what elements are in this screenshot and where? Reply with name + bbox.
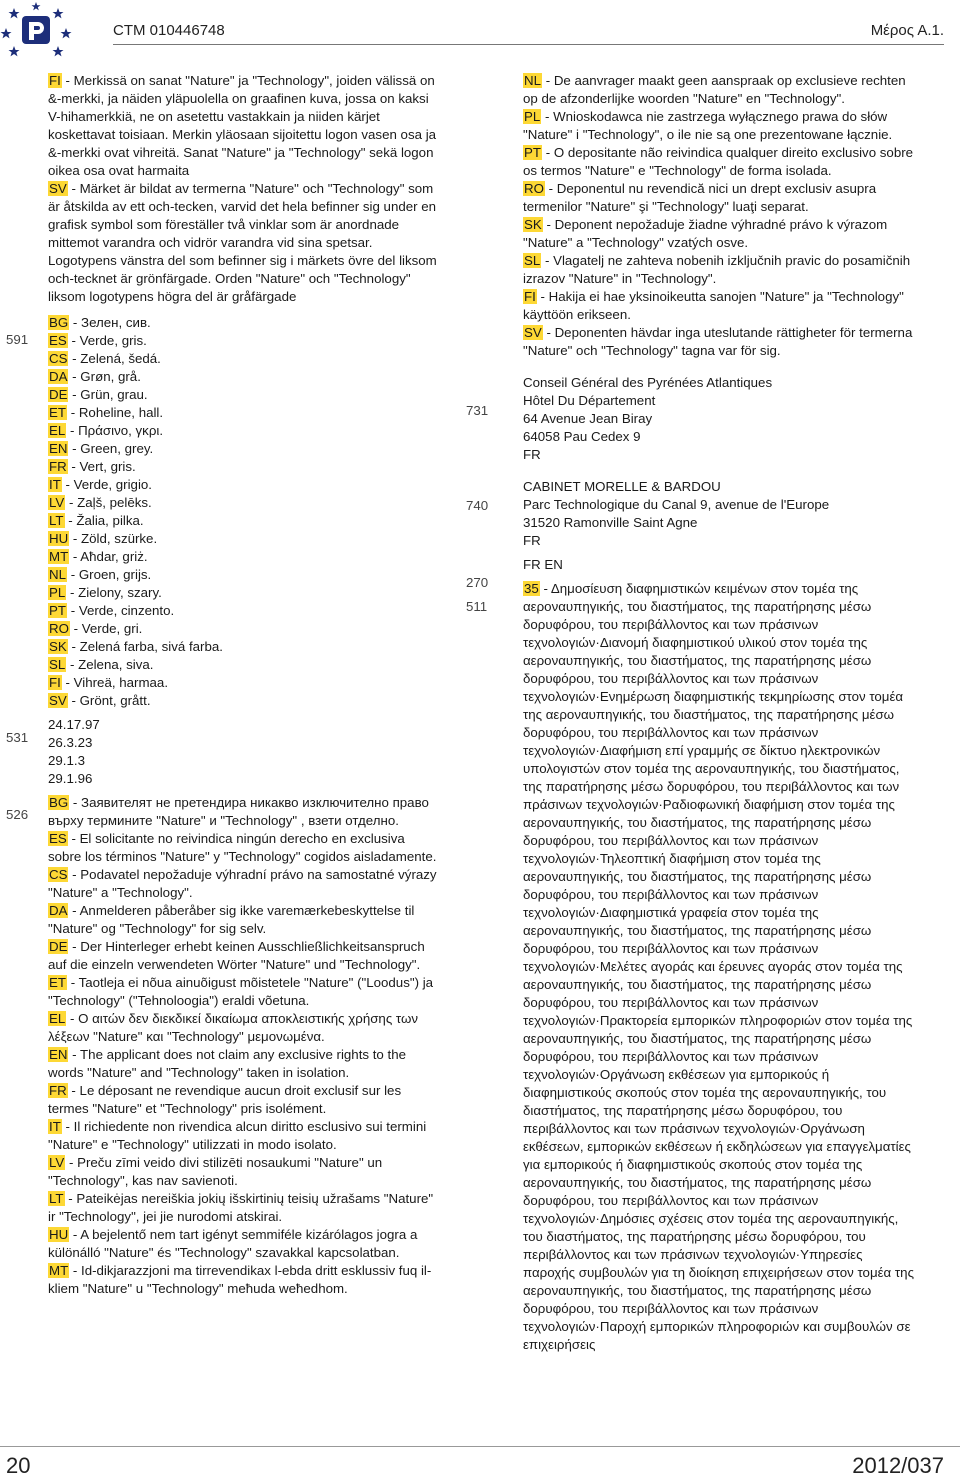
lang-entry [48,656,440,674]
entry-text: - Zaļš, pelēks. [65,495,152,510]
vienna-code: 26.3.23 [48,735,93,750]
language-code: LV [49,495,65,510]
language-code: EN [49,1047,68,1062]
entry-text: - Grönt, grått. [67,693,151,708]
lang-entry [48,512,440,530]
lang-entry [48,1010,440,1046]
entry-text: - Зелен, сив. [69,315,151,330]
lang-entry [48,902,440,938]
language-code: SV [49,693,67,708]
lang-entry [523,108,915,144]
entry-text: - Zielony, szary. [66,585,162,600]
footer-divider [0,1446,960,1447]
lang-entry [48,674,440,692]
language-code: EN [49,441,68,456]
lang-entry [48,1118,440,1154]
eu-trademark-logo-icon [0,0,72,60]
lang-entry [48,584,440,602]
vienna-code: 24.17.97 [48,717,100,732]
lang-entry [48,350,440,368]
lang-entry [523,144,915,180]
language-code: PT [49,603,66,618]
left-column [48,72,440,1298]
applicant-line: 64058 Pau Cedex 9 [523,429,641,444]
language-code: HU [49,1227,69,1242]
document-id: CTM 010446748 [113,22,225,39]
language-code: LV [49,1155,65,1170]
entry-text: - Zelena, siva. [66,657,154,672]
lang-entry [523,216,915,252]
lang-entry [523,72,915,108]
language-code: BG [49,315,69,330]
language-code: EL [49,1011,66,1026]
entry-text: - Märket är bildat av termerna "Nature" och "Technology" som är åtskilda av ett och-tecken, varvid det hela befinner sig under en grafisk symbol som föreställer två vinklar som är anordnade mittemot varandra och vidrör varandra vid sina spetsar. Logotypens vänstra del som befinner sig i märkets övre del liksom och-tecknet är grönfärgade. Orden "Nature" och "Technology" liksom logotypens högra del är gråfärgade [48,181,437,304]
language-code: LT [49,513,64,528]
applicant-line: 64 Avenue Jean Biray [523,411,653,426]
lang-entry [48,458,440,476]
lang-entry [48,422,440,440]
page-header [0,0,960,60]
lang-entry [523,324,915,360]
lang-entry [48,1226,440,1262]
lang-entry [48,180,440,306]
entry-text: - Hakija ei hae yksinoikeutta sanojen "Nature" ja "Technology" käyttöön erikseen. [523,289,904,322]
language-code: PL [49,585,66,600]
lang-entry [523,252,915,288]
entry-text: - Id-dikjarazzjoni ma tirrevendikax l-ebda dritt esklussiv fuq il-kliem "Nature" u "Technology" meħuda weħedhom. [48,1263,432,1296]
lang-entry [48,1082,440,1118]
lang-entry [48,1154,440,1190]
language-code: FI [49,73,61,88]
lang-entry [48,1262,440,1298]
goods-services [523,580,915,1354]
entry-text: - Le déposant ne revendique aucun droit exclusif sur les termes "Nature" et "Technology" pris isolément. [48,1083,402,1116]
representative [523,478,915,550]
language-code: MT [49,549,69,564]
language-code: SV [524,325,542,340]
entry-text: - Grün, grau. [68,387,148,402]
lang-entry [48,794,440,830]
field-code-270: 270 [466,575,489,590]
entry-text: - Zelená farba, sivá farba. [67,639,223,654]
entry-text: - Aħdar, griż. [69,549,148,564]
lang-entry [48,638,440,656]
language-code: BG [49,795,69,810]
entry-text: - A bejelentő nem tart igényt semmiféle kizárólagos jogra a különálló "Nature" és "Technology" szavakkal kapcsolatban. [48,1227,418,1260]
vienna-classification [48,716,440,788]
lang-entry [48,440,440,458]
entry-text: - Preču zīmi veido divi stilizēti nosaukumi "Nature" un "Technology", kas nav savienoti. [48,1155,383,1188]
lang-entry [48,332,440,350]
language-code: ES [49,831,67,846]
lang-entry [48,1190,440,1226]
class-number: 35 [524,581,539,596]
entry-text: - De aanvrager maakt geen aanspraak op exclusieve rechten op de afzonderlijke woorden "Nature" en "Technology". [523,73,906,106]
representative-line: FR [523,533,541,548]
field-code-531: 531 [6,730,29,745]
language-code: NL [49,567,66,582]
language-code: ET [49,405,66,420]
lang-entry [48,938,440,974]
language-code: DA [49,903,68,918]
header-divider [113,44,944,45]
lang-entry [48,72,440,180]
entry-text: - Merkissä on sanat "Nature" ja "Technology", joiden välissä on &-merkki, ja näiden yläpuolella on graafinen kuva, jossa on kaksi V-hihamerkkiä, ne on asetettu vastakkain ja niiden kärjet koskettavat toisiaan. Merkin yläosaan sijoitettu logon vasen osa ja &-merkki ovat vihreitä. Sanat "Nature" ja "Technology" sekä logon oikea osa ovat harmaita [48,73,437,178]
entry-text: - El solicitante no reivindica ningún derecho en exclusiva sobre los términos "Nature" y "Technology" cogidos aisladamente. [48,831,437,864]
language-code: SL [524,253,541,268]
lang-entry [48,548,440,566]
language-code: FI [524,289,536,304]
field-code-740: 740 [466,498,489,513]
language-code: SK [49,639,67,654]
entry-text: - Taotleja ei nõua ainuõigust mõistetele "Nature" ("Loodus") ja "Technology" ("Tehnoloogia") eraldi võetuna. [48,975,434,1008]
section-label: Μέρος Α.1. [870,22,944,39]
entry-text: - Il richiedente non rivendica alcun diritto esclusivo sui termini "Nature" e "Technology" utilizzati in modo isolato. [48,1119,427,1152]
entry-text: - Verde, cinzento. [67,603,175,618]
entry-text: - Verde, grigio. [61,477,152,492]
representative-line: Parc Technologique du Canal 9, avenue de l'Europe [523,497,830,512]
language-code: FR [49,1083,67,1098]
lang-entry [48,386,440,404]
lang-entry [48,692,440,710]
language-code: DE [49,387,68,402]
language-code: CS [49,351,68,366]
applicant [523,374,915,464]
entry-text: - Vlagatelj ne zahteva nobenih izključnih pravic do posamičnih izrazov "Nature" in "Technology". [523,253,911,286]
lang-entry [48,620,440,638]
language-code: FR [49,459,67,474]
lang-entry [48,830,440,866]
language-code: FI [49,675,61,690]
entry-text: - Verde, gris. [67,333,147,348]
language-code: HU [49,531,69,546]
entry-text: - Anmelderen påberåber sig ikke varemærkebeskyttelse til "Nature" og "Technology" for sig selv. [48,903,415,936]
entry-text: - Deponentul nu revendică nici un drept exclusiv asupra termenilor "Nature" şi "Technology" luaţi separat. [523,181,877,214]
lang-entry [48,404,440,422]
class-description: - Δημοσίευση διαφημιστικών κειμένων στον τομέα της αεροναυπηγικής, του διαστήματος, της παρατήρησης μέσω δορυφόρου, του περιβάλλοντος και των πράσινων τεχνολογιών·Διανομή διαφημιστικού υλικού στον τομέα της αεροναυπηγικής, του διαστήματος, της παρατήρησης μέσω δορυφόρου, του περιβάλλοντος και των πράσινων τεχνολογιών·Ενημέρωση διαφημιστικής τεκμηρίωσης στον τομέα της αεροναυπηγικής, του διαστήματος, της παρατήρησης μέσω δορυφόρου, του περιβάλλοντος και των πράσινων τεχνολογιών·Διαφήμιση επί γραμμής σε δίκτυο ηλεκτρονικών υπολογιστών στον τομέα της αεροναυπηγικής, του διαστήματος, της παρατήρησης μέσω δορυφόρου, του περιβάλλοντος και των πράσινων τεχνολογιών·Ραδιοφωνική διαφήμιση στον τομέα της αεροναυπηγικής, του διαστήματος, της παρατήρησης μέσω δορυφόρου, του περιβάλλοντος και των πράσινων τεχνολογιών·Τηλεοπτική διαφήμιση στον τομέα της αεροναυπηγικής, του διαστήματος, της παρατήρησης μέσω δορυφόρου, του περιβάλλοντος και των πράσινων τεχνολογιών·Διαφημιστικά γραφεία στον τομέα της αεροναυπηγικής, του διαστήματος, της παρατήρησης μέσω δορυφόρου, του περιβάλλοντος και των πράσινων τεχνολογιών·Μελέτες αγοράς και έρευνες αγοράς στον τομέα της αεροναυπηγικής, του διαστήματος, της παρατήρησης μέσω δορυφόρου, του περιβάλλοντος και των πράσινων τεχνολογιών·Πρακτορεία εμπορικών πληροφοριών στον τομέα της αεροναυπηγικής, του διαστήματος, της παρατήρησης μέσω δορυφόρου, του περιβάλλοντος και των πράσινων τεχνολογιών·Οργάνωση εκθέσεων για εμπορικούς ή διαφημιστικούς σκοπούς στον τομέα της αεροναυπηγικής, του διαστήματος, της παρατήρησης μέσω δορυφόρου, του περιβάλλοντος και των πράσινων τεχνολογιών·Οργάνωση εκθέσεων, εμπορικών εκθέσεων ή εκδηλώσεων για επαγγελματίες για εμπορικούς ή διαφημιστικούς σκοπούς στον τομέα της αεροναυπηγικής, του διαστήματος, της παρατήρησης μέσω δορυφόρου, του περιβάλλοντος και των πράσινων τεχνολογιών·Δημόσιες σχέσεις στον τομέα της αεροναυπηγικής, του διαστήματος, της παρατήρησης μέσω δορυφόρου, του περιβάλλοντος και των πράσινων τεχνολογιών·Υπηρεσίες παροχής συμβουλών για τη διοίκηση επιχειρήσεων στον τομέα της αεροναυπηγικής, του διαστήματος, της παρατήρησης μέσω δορυφόρου, του περιβάλλοντος και των πράσινων τεχνολογιών·Παροχή εμπορικών πληροφοριών και συμβουλών σε επιχειρήσεις [523,581,914,1352]
field-code-526: 526 [6,807,29,822]
lang-entry [523,180,915,216]
language-code: PT [524,145,541,160]
language-code: SK [524,217,542,232]
lang-entry [48,566,440,584]
field-code-591: 591 [6,332,29,347]
language-code: ES [49,333,67,348]
lang-entry [48,530,440,548]
language-code: SV [49,181,67,196]
language-code: PL [524,109,541,124]
entry-text: - Grøn, grå. [68,369,141,384]
disclaimers [48,794,440,1298]
entry-text: - Vihreä, harmaa. [61,675,169,690]
language-code: CS [49,867,68,882]
applicant-line: Hôtel Du Département [523,393,656,408]
lang-entry [48,494,440,512]
representative-line: CABINET MORELLE & BARDOU [523,479,721,494]
entry-text: - The applicant does not claim any exclusive rights to the words "Nature" and "Technology" taken in isolation. [48,1047,407,1080]
entry-text: - Žalia, pilka. [64,513,144,528]
entry-text: - Deponent nepožaduje žiadne výhradné právo k výrazom "Nature" a "Technology" vzatých osve. [523,217,888,250]
language-code: DE [49,939,68,954]
lang-entry [48,368,440,386]
language-code: MT [49,1263,69,1278]
language-code: IT [49,477,61,492]
entry-text: - Vert, gris. [67,459,136,474]
field-code-511: 511 [466,599,488,614]
lang-entry [523,288,915,324]
applicant-line: Conseil Général des Pyrénées Atlantiques [523,375,773,390]
lang-entry [48,314,440,332]
right-column [523,72,915,1354]
entry-text: - Ο αιτών δεν διεκδικεί δικαίωμα αποκλειστικής χρήσης των λέξεων "Nature" και "Technology" μεμονωμένα. [48,1011,419,1044]
entry-text: - Green, grey. [68,441,154,456]
disclaimers-continued [523,72,915,360]
bulletin-issue: 2012/037 [852,1453,944,1478]
entry-text: - Podavatel nepožaduje výhradní právo na samostatné výrazy "Nature" a "Technology". [48,867,437,900]
entry-text: - Zöld, szürke. [69,531,158,546]
language-code: SL [49,657,66,672]
entry-text: - Verde, gri. [69,621,143,636]
language-code: LT [49,1191,64,1206]
language-code: IT [49,1119,61,1134]
language-code: RO [524,181,544,196]
field-code-731: 731 [466,403,489,418]
entry-text: - Заявителят не претендира никакво изключително право върху термините "Nature" и "Technology" , взети отделно. [48,795,429,828]
entry-text: - Zelená, šedá. [68,351,161,366]
lang-entry [48,1046,440,1082]
entry-text: - Deponenten hävdar inga uteslutande rättigheter för termerna "Nature" och "Technology" tagna var för sig. [523,325,913,358]
entry-text: - O depositante não reivindica qualquer direito exclusivo sobre os termos "Nature" e "Technology" de forma isolada. [523,145,914,178]
entry-text: - Pateikėjas nereiškia jokių išskirtinių teisių užrašams "Nature" ir "Technology", jei jie nurodomi atskirai. [48,1191,434,1224]
colors-claimed [48,314,440,710]
entry-text: - Groen, grijs. [67,567,152,582]
language-code: NL [524,73,541,88]
languages: FR EN [523,557,563,572]
applicant-line: FR [523,447,541,462]
page-number: 20 [6,1453,31,1478]
entry-text: - Roheline, hall. [67,405,164,420]
language-code: RO [49,621,69,636]
mark-description [48,72,440,306]
representative-line: 31520 Ramonville Saint Agne [523,515,698,530]
lang-entry [48,602,440,620]
lang-entry [48,866,440,902]
language-code: ET [49,975,66,990]
entry-text: - Der Hinterleger erhebt keinen Ausschließlichkeitsanspruch auf die einzeln verwendeten Wörter "Nature" und "Technology". [48,939,425,972]
language-code: EL [49,423,66,438]
entry-text: - Wnioskodawca nie zastrzega wyłącznego prawa do słów "Nature" i "Technology", o ile nie są one prezentowane łącznie. [523,109,893,142]
lang-entry [48,476,440,494]
entry-text: - Πράσινο, γκρι. [66,423,164,438]
lang-entry [48,974,440,1010]
vienna-code: 29.1.3 [48,753,85,768]
language-code: DA [49,369,68,384]
vienna-code: 29.1.96 [48,771,93,786]
